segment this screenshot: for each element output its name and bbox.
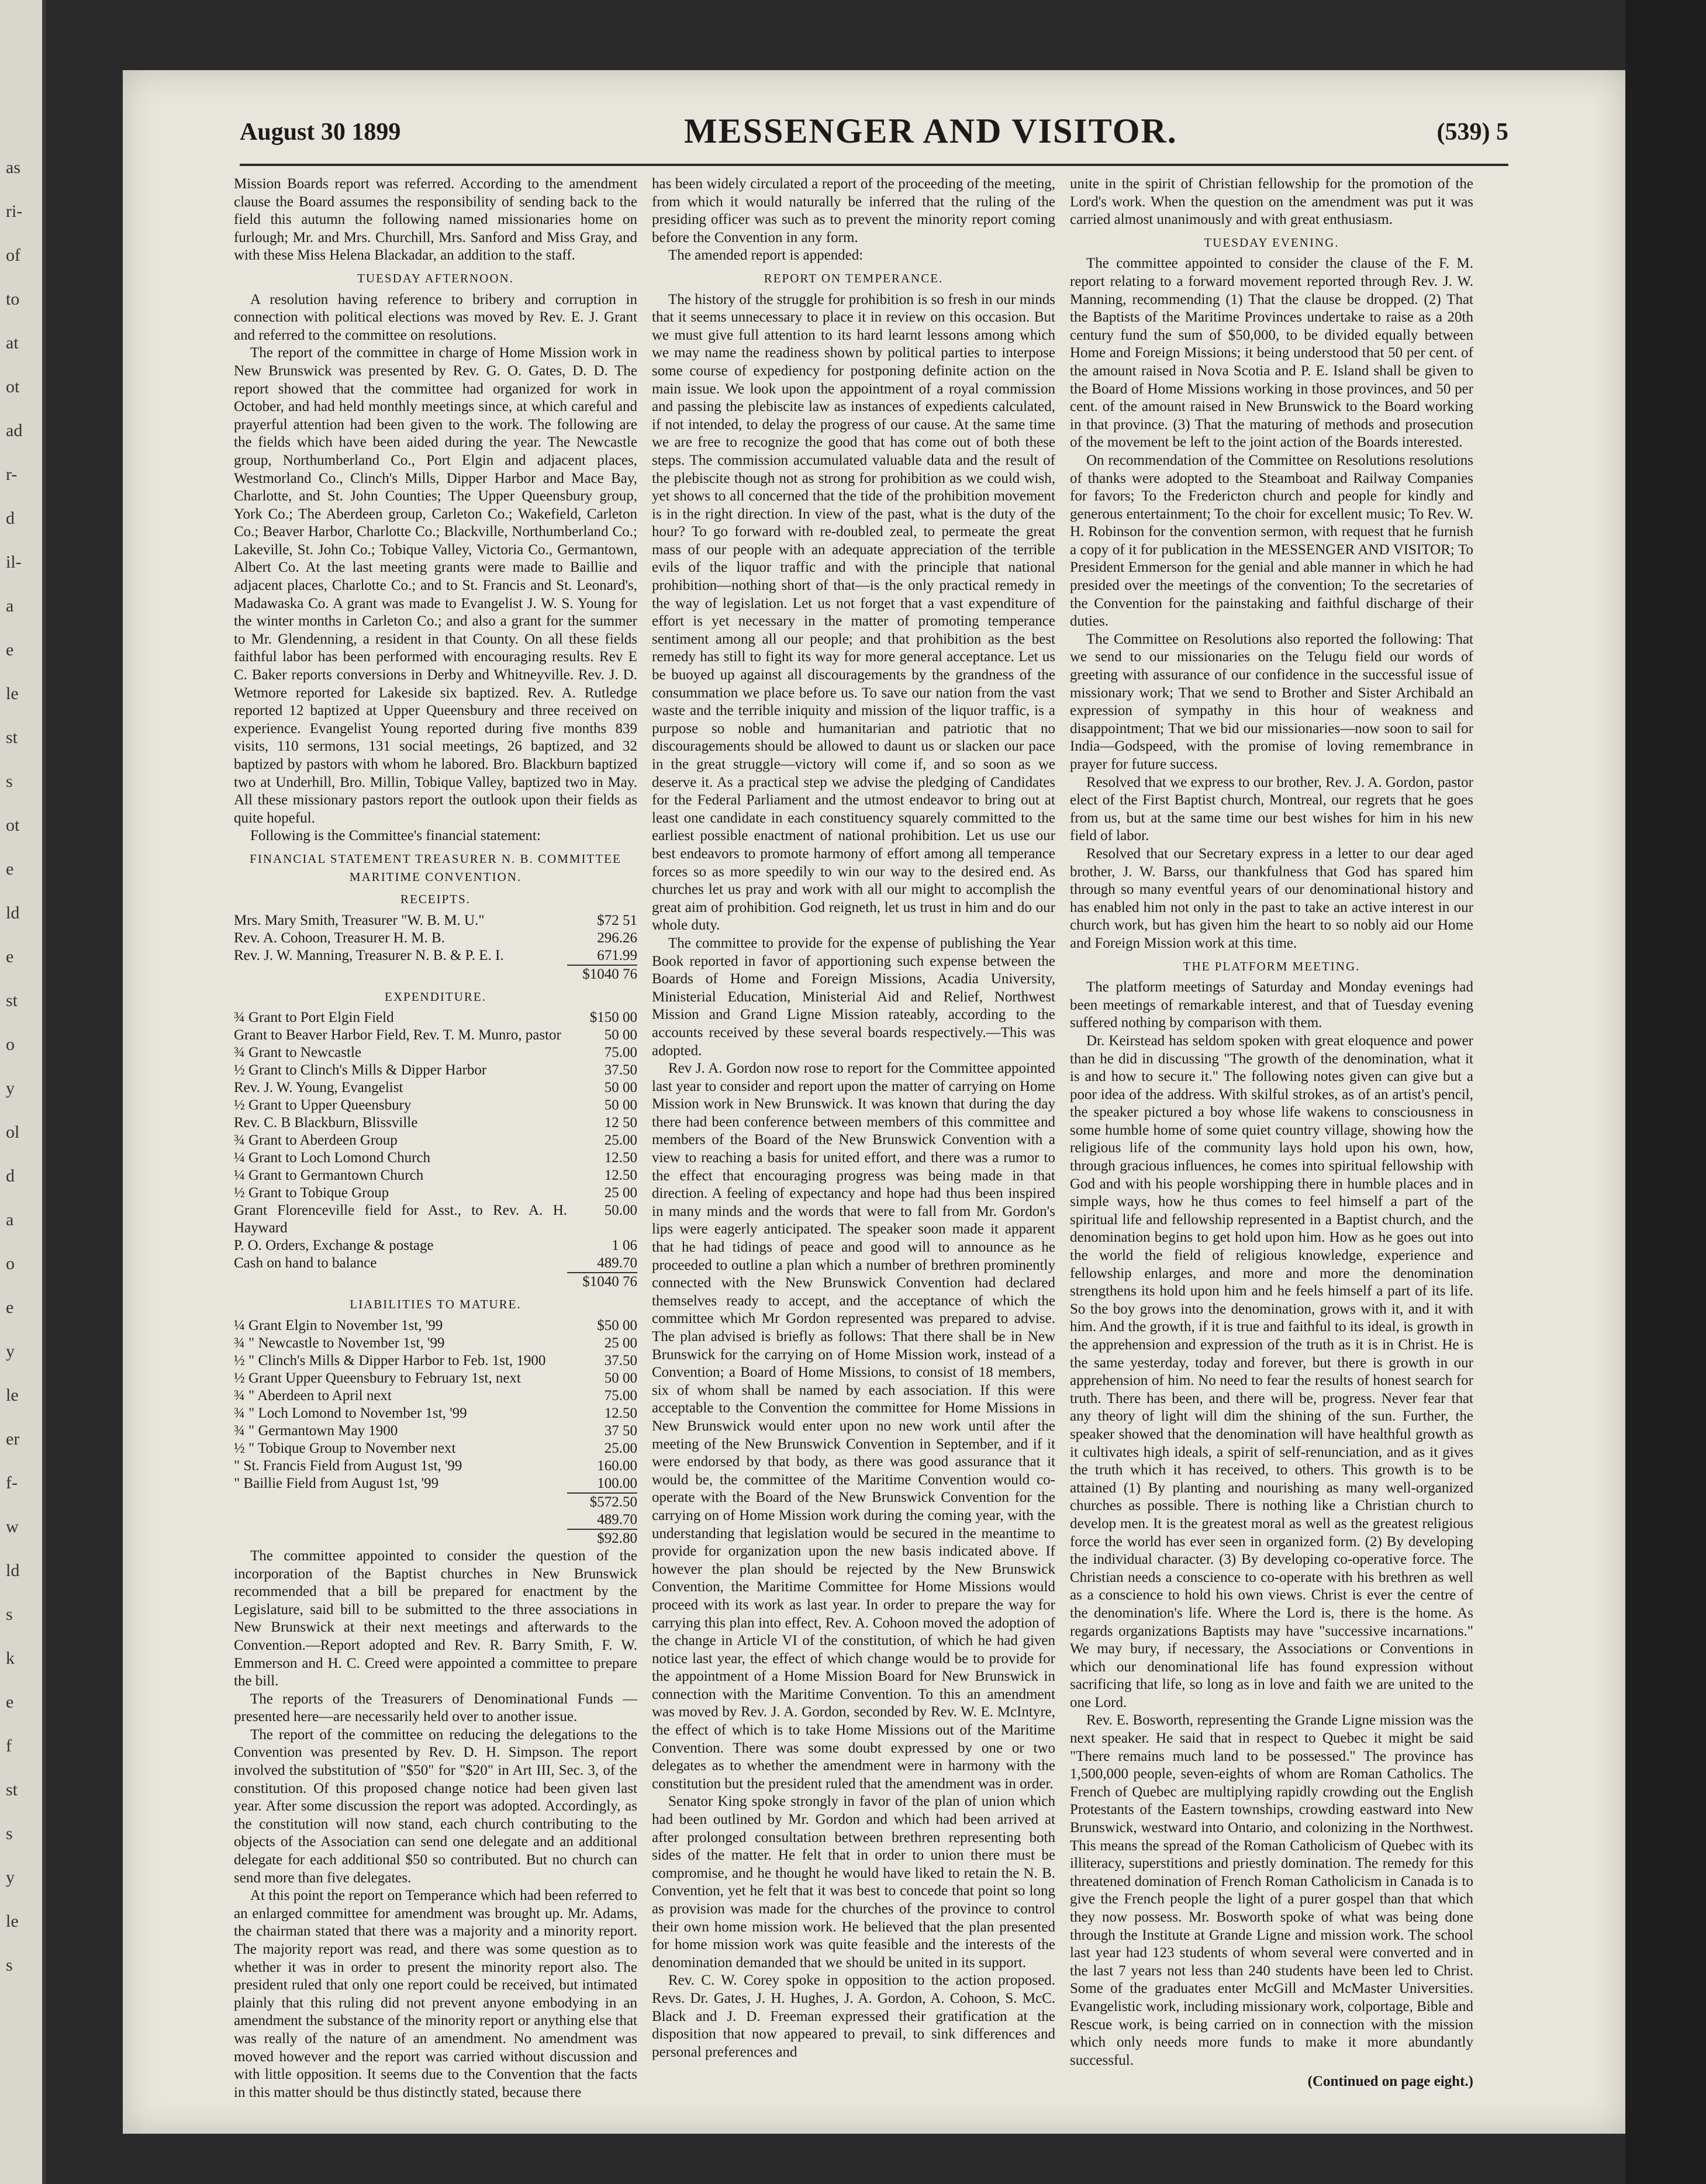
paragraph: unite in the spirit of Christian fellowship for the promotion of the Lord's work. When the question on the amendment was put it was carried almost unanimously and with great enthusiasm. — [1070, 176, 1473, 228]
gutter-fragment: at — [6, 333, 19, 353]
paragraph: The platform meetings of Saturday and Monday evenings had been meetings of remarkable interest, and that of Tuesday evening suffered nothing by comparison with them. — [1070, 979, 1473, 1031]
gutter-fragment: e — [6, 947, 14, 966]
issue-date: August 30 1899 — [240, 119, 401, 146]
paragraph: Resolved that we express to our brother, Rev. J. A. Gordon, pastor elect of the First Baptist church, Montreal, our regrets that he goes from us, but at the same time our best wishes for him in his new field of labor. — [1070, 774, 1473, 844]
paragraph: The report of the committee on reducing the delegations to the Convention was presented by Rev. D. H. Simpson. The report involved the substitution of "$50" for "$20" in Art III, Sec. 3, of the constitution. Of this proposed change notice had been given last year. After some discussion the report was adopted. Accordingly, as the constitution will now stand, each church contributing to the objects of the Association can send one delegate and an additional delegate for each additional $50 so contributed. But no church can send more than five delegates. — [234, 1726, 637, 1886]
gutter-fragment: r- — [6, 465, 18, 484]
section-heading: TUESDAY AFTERNOON. — [357, 271, 514, 285]
table-row: ¾ " Germantown May 1900 37 50 — [234, 1422, 637, 1439]
table-row: Rev. J. W. Young, Evangelist 50 00 — [234, 1080, 637, 1096]
gutter-fragment: w — [6, 1517, 19, 1536]
paragraph: Resolved that our Secretary express in a letter to our dear aged brother, J. W. Barss, our thankfulness that God has spared him through so many eventful years of our denominational history and has enabled him not only in the past to take an active interest in our church work, but has given him the heart to so nobly aid our Home and Foreign Mission work at this time. — [1070, 845, 1473, 951]
table-row: Rev. C. B Blackburn, Blissville 12 50 — [234, 1115, 637, 1131]
table-row: " Baillie Field from August 1st, '99 100.00 — [234, 1475, 637, 1491]
table-row: ½ Grant to Tobique Group 25 00 — [234, 1185, 637, 1201]
paragraph: The history of the struggle for prohibition is so fresh in our minds that it seems unnecessary to place it in review on this occasion. But we must give full attention to its hard learnt lessons among which we may name the readiness shown by political parties to interpose some course of expediency for postponing definite action on the main issue. We look upon the appointment of a royal commission and passing the plebiscite law as instances of expedients calculated, if not intended, to delay the progress of our cause. At the same time we are free to recognize the good that has come out of both these steps. The commission accumulated valuable data and the result of the plebiscite though not as strong for prohibition as we could wish, yet shows to all concerned that the tide of the prohibition movement is in the right direction. In view of the past, what is the duty of the hour? To go forward with re-doubled zeal, to permeate the great mass of our people with an adequate appreciation of the terrible evils of the liquor traffic and with the principle that national prohibition—nothing short of that—is the only practical remedy in the way of legislation. Let us not forget that a vast expenditure of effort is yet necessary in the matter of promoting temperance sentiment among all our people; and that prohibition as the best remedy has still to fight its way for more general acceptance. Let us be buoyed up against all discouragements by the grandness of the consummation we place before us. To save our nation from the vast waste and the terrible iniquity and mission of the liquor traffic, is a purpose so noble and humanitarian and patriotic that no discouragements should be allowed to daunt us or slacken our pace in the great struggle—victory will come if, and so soon as we deserve it. As a practical step we advise the pledging of Candidates for the Federal Parliament and the utmost endeavor to bring out at least one candidate in each constituency squarely committed to the earliest possible enactment of national prohibition. Let us use our best endeavors to promote harmony of effort among all temperance forces so as more speedily to win our way to the desired end. As churches let us pray and work with all our might to accomplish the great aim of prohibition. God reigneth, let us trust in him and do our whole duty. — [652, 291, 1055, 934]
gutter-fragment: to — [6, 289, 20, 309]
paragraph: Rev. C. W. Corey spoke in opposition to the action proposed. Revs. Dr. Gates, J. H. Hughes, J. A. Gordon, A. Cohoon, S. McC. Black and J. D. Freeman expressed their gratification at the disposition that now appeared to prevail, to sink differences and personal preferences and — [652, 1972, 1055, 2060]
gutter-fragment: y — [6, 1079, 15, 1098]
gutter-fragment: ld — [6, 1561, 20, 1580]
total-row: $1040 76 — [234, 965, 637, 983]
paragraph: The committee to provide for the expense of publishing the Year Book reported in favor of apportioning such expense between the Boards of Home and Foreign Missions, Acadia University, Ministerial Education, Ministerial Aid and Relief, Northwest Mission and Grand Ligne Mission rateably, according to the accounts received by these several boards respectively.—This was adopted. — [652, 935, 1055, 1059]
gutter-fragment: ol — [6, 1122, 20, 1142]
table-row: ¼ Grant to Germantown Church 12.50 — [234, 1167, 637, 1184]
paragraph: Mission Boards report was referred. According to the amendment clause the Board assumes the responsibility of sending back to the field this autumn the following named missionaries home on furlough; Mr. and Mrs. Churchill, Mrs. Sanford and Miss Gray, and with these Miss Helena Blackadar, an addition to the staff. — [234, 176, 637, 264]
gutter-fragment: as — [6, 158, 20, 177]
gutter-fragment: o — [6, 1035, 15, 1054]
gutter-fragment: er — [6, 1429, 20, 1449]
continuation-note: (Continued on page eight.) — [1307, 2074, 1473, 2090]
paragraph: The amended report is appended: — [668, 247, 864, 264]
liabilities-table — [234, 1317, 637, 1547]
paragraph: has been widely circulated a report of the proceeding of the meeting, from which it would naturally be inferred that the ruling of the presiding officer was such as to prevent the minority report coming before the Convention in any form. — [652, 176, 1055, 246]
column-2 — [652, 175, 1055, 2061]
table-row: Rev. J. W. Manning, Treasurer N. B. & P. E. I. 671.99 — [234, 947, 637, 963]
paragraph: Dr. Keirstead has seldom spoken with great eloquence and power than he did in discussing "The growth of the denomination, what it is and how to secure it." The following notes given can give but a poor idea of the address. With skilful strokes, as of an artist's pencil, the speaker pictured a boy whose life wakens to consciousness in some humble home of some quiet country village, showing how the religious life of the community lays hold upon his own, how, through gracious influences, he comes into spiritual fellowship with God and with his people worshipping there in humble places and in simple ways, how he thus comes to feel himself a part of the spiritual life and fellowship represented in a Baptist church, and the denomination begins to get hold upon him. How as he goes out into the world the field of religious knowledge, experience and fellowship enlarges, and more and more the denomination strengthens its hold upon him and he feels himself a part of its life. So the boy grows into the denomination, grows with it, and it with him. And the growth, if it is true and faithful to its ideal, is growth in the apprehension and expression of the truth as it is in Christ. He is the same yesterday, today and forever, but there is growth in our apprehension of him. No need to fear the results of honest search for truth. There has been, and there will be, progress. Never fear that any theory of light will dim the shining of the sun. Further, the speaker showed that the denomination will have healthful growth as it cultivates high ideals, a spirit of self-renunciation, and as it gives the truth which it has received, to others. This growth is to be attained (1) By planting and nourishing as many well-organized churches as possible. There is nothing like a Christian church to develop men. It is the greatest moral as well as the greatest religious force the world has ever seen in organized form. (2) By developing the individual character. (3) By developing co-operative force. The Christian needs a conscience to co-operate with his brethren as well as a conscience to hold his own views. Christ is ever the centre of the denomination's life. Where the Lord is, there is the home. As regards organizations Baptists may have "successive incarnations." We may bury, if necessary, the Associations or Conventions in which our denominational life has found expression without sacrificing that life, so long as in love and faith we are united to the one Lord. — [1070, 1032, 1473, 1710]
gutter-fragment: y — [6, 1868, 15, 1887]
gutter-fragment: s — [6, 772, 13, 791]
table-row: ¼ Grant to Loch Lomond Church 12.50 — [234, 1150, 637, 1166]
paragraph: Following is the Committee's financial statement: — [250, 828, 541, 844]
total-row: $572.50 — [234, 1493, 637, 1511]
page-number: (539) 5 — [1436, 119, 1508, 146]
table-row: Grant to Beaver Harbor Field, Rev. T. M. Munro, pastor 50 00 — [234, 1027, 637, 1043]
gutter-fragment: e — [6, 1692, 14, 1712]
paragraph: The reports of the Treasurers of Denominational Funds —presented here—are necessarily held over to another issue. — [234, 1691, 637, 1725]
table-row: ½ Grant Upper Queensbury to February 1st, next 50 00 — [234, 1370, 637, 1386]
section-heading: REPORT ON TEMPERANCE. — [764, 271, 944, 285]
paragraph: The report of the committee in charge of Home Mission work in New Brunswick was presented by Rev. G. O. Gates, D. D. The report showed that the committee had organized for work in October, and had held monthly meetings since, at which careful and prayerful attention had been given to the work. The following are the fields which have been aided during the year. The Newcastle group, Northumberland Co., Port Elgin and adjacent places, Westmorland Co., Clinch's Mills, Dipper Harbor and Mace Bay, Charlotte, and St. John Counties; The Upper Queensbury group, York Co.; The Aberdeen group, Carleton Co.; Wakefield, Carleton Co.; Beaver Harbor, Charlotte Co.; Blackville, Northumberland Co.; Lakeville, St. John Co.; Tobique Valley, Victoria Co., Germantown, Albert Co. At the last meeting grants were made to Baillie and adjacent places, Charlotte Co.; and to St. Francis and St. Leonard's, Madawaska Co. A grant was made to Evangelist J. W. S. Young for the winter months in Carleton Co.; and also a grant for the summer to Mr. Glendenning, a resident in that County. On all these fields faithful labor has been performed with encouraging results. Rev E C. Baker reports conversions in Derby and Whitneyville. Rev. J. D. Wetmore reported for Lakeside six baptized. Rev. A. Rutledge reported 12 baptized at Upper Queensbury and three received on experience. Evangelist Young reported during five months 839 visits, 110 sermons, 131 social meetings, 26 baptized, and 32 baptized by pastors with whom he labored. Bro. Blackburn baptized two at Underhill, Bro. Millin, Tobique Valley, baptized two in May. All these missionary pastors report the outlook upon their fields as quite hopeful. — [234, 345, 637, 826]
gutter-fragment: e — [6, 1298, 14, 1317]
gutter-fragment: a — [6, 1210, 14, 1229]
table-row: ¾ " Aberdeen to April next 75.00 — [234, 1387, 637, 1404]
table-row: ½ Grant to Clinch's Mills & Dipper Harbor 37.50 — [234, 1062, 637, 1079]
paragraph: On recommendation of the Committee on Resolutions resolutions of thanks were adopted to the Steamboat and Railway Companies for favors; To the Fredericton church and people for kindly and generous entertainment; To the choir for excellent music; To Rev. W. H. Robinson for the convention sermon, with request that he furnish a copy of it for publication in the MESSENGER AND VISITOR; To President Emmerson for the genial and able manner in which he had presided over the meetings of the convention; To the secretaries of the Convention for the painstaking and faithful discharge of their duties. — [1070, 452, 1473, 630]
column-1 — [234, 175, 637, 2102]
paragraph: Rev. E. Bosworth, representing the Grande Ligne mission was the next speaker. He said that in respect to Quebec it might be said "There remains much land to be possessed." The province has 1,500,000 people, seven-eights of whom are Roman Catholics. The French of Quebec are multiplying rapidly crowding out the English Protestants of the Eastern townships, crowding eastward into New Brunswick, westward into Ontario, and colonizing in the Northwest. This means the spread of the Roman Catholicism of Quebec with its illiteracy, superstitions and priestly domination. The remedy for this threatened domination of French Roman Catholicism in Canada is to give the French people the light of a purer gospel than that which they now possess. Mr. Bosworth spoke of what was being done through the Institute at Grande Ligne and mission work. The school last year had 123 students of whom several were converted and in the last 7 years not less than 240 students have been led to Christ. Some of the graduates enter McGill and McMaster Universities. Evangelistic work, including missionary work, colportage, Bible and Rescue work, is being carried on in connection with the mission which only needs more funds to make it more abundantly successful. — [1070, 1712, 1473, 2068]
paragraph: The committee appointed to consider the clause of the F. M. report relating to a forward movement reported through Rev. J. W. Manning, recommending (1) That the clause be dropped. (2) That the Baptists of the Maritime Provinces undertake to raise as a 20th century fund the sum of $50,000, to be divided equally between Home and Foreign Missions; it being understood that 50 per cent. of the amount raised in Nova Scotia and P. E. Island shall be given to the Board of Home Missions working in those provinces, and 50 per cent. of the amount raised in New Brunswick to the Board working in that province. (3) That the maturing of methods and prosecution of the movement be left to the joint action of the Boards interested. — [1070, 255, 1473, 451]
receipts-table — [234, 912, 637, 983]
newspaper-title: MESSENGER AND VISITOR. — [684, 112, 1177, 150]
expenditure-table — [234, 1009, 637, 1291]
paragraph: At this point the report on Temperance which had been referred to an enlarged committee for amendment was brought up. Mr. Adams, the chairman stated that there was a majority and a minority report. The majority report was read, and there was some question as to whether it was in order to present the minority report also. The president ruled that only one report could be received, but intimated plainly that this ruling did not prevent anyone embodying in an amendment the substance of the minority report or anything else that was really of the nature of an amendment. No amendment was moved however and the report was carried without discussion and with little opposition. It seems due to the Convention that the facts in this matter should be thus distinctly stated, because there — [234, 1888, 637, 2100]
gutter-fragment: s — [6, 1955, 13, 1975]
paragraph: Senator King spoke strongly in favor of the plan of union which had been outlined by Mr. Gordon and which had been arrived at after prolonged consultation between brethren representing both sides of the matter. He felt that in order to union there must be compromise, and he thought he would have liked to retain the N. B. Convention, yet he felt that it was best to concede that point so long as provision was made for the churches of the province to control their own home mission work. He believed that the plan presented for home mission work was quite feasible and the interests of the denomination demanded that we should be united in its support. — [652, 1793, 1055, 1971]
masthead-rule — [240, 164, 1508, 166]
table-row: ½ Grant to Upper Queensbury 50 00 — [234, 1097, 637, 1114]
gutter-fragment: le — [6, 1912, 19, 1931]
gutter-fragment: k — [6, 1649, 15, 1668]
table-row: ¾ Grant to Aberdeen Group 25.00 — [234, 1132, 637, 1149]
gutter-fragment: st — [6, 1780, 18, 1799]
gutter-fragment: s — [6, 1824, 13, 1843]
gutter-fragment: ld — [6, 903, 20, 922]
paragraph: The Committee on Resolutions also reported the following: That we send to our missionaries on the Telugu field our words of greeting with assurance of our confidence in the successful issue of missionary work; That we send to Brother and Sister Archibald an expression of sympathy in this hour of weakness and disappointment; That we bid our missionaries—now soon to sail for India—Godspeed, with the promise of loving remembrance in prayer for future success. — [1070, 631, 1473, 772]
total-row: $92.80 — [234, 1529, 637, 1547]
section-heading: TUESDAY EVENING. — [1204, 235, 1339, 250]
paragraph: Rev J. A. Gordon now rose to report for the Committee appointed last year to consider and report upon the matter of carrying on Home Mission work in New Brunswick. It was known that during the day there had been conference between members of this committee and members of the Board of the New Brunswick Convention with a view to reaching a basis for united effort, and there was a rumor to the effect that encouraging progress was being made in that direction. A feeling of expectancy and hope had thus been inspired in many minds and the words that were to fall from Mr. Gordon's lips were eagerly anticipated. The speaker soon made it apparent that he had tidings of peace and good will to announce as he proceeded to outline a plan which a number of brethren prominently connected with the New Brunswick Convention had declared themselves ready to accept, and the acceptance of which the committee which Mr Gordon represented was prepared to advise. The plan advised is briefly as follows: That there shall be in New Brunswick for the carrying on of Home Mission work, instead of a Convention; a Board of Home Missions, to consist of 18 members, six of whom shall be named by each association. If this were acceptable to the Convention the committee for Home Missions in New Brunswick would enter upon no new work until after the meeting of the New Brunswick Convention in September, and if it were endorsed by that body, as there was good assurance that it would be, the committee of the Maritime Convention would co-operate with the Board of the New Brunswick Convention for the carrying on of Home Mission work during the coming year, with the understanding that legislation would be secured in the meantime to provide for organization upon the new basis indicated above. If however the plan should be rejected by the New Brunswick Convention, the Maritime Committee for Home Missions would proceed with its work as last year. In order to prepare the way for carrying this plan into effect, Rev. A. Cohoon moved the adoption of the change in Article VI of the constitution, of which he had given notice last year, the effect of which change would be to provide for the appointment of a Home Mission Board for New Brunswick in connection with the Maritime Convention. To this an amendment was moved by Rev. J. A. Gordon, seconded by Rev. W. E. McIntyre, the effect of which is to take Home Missions out of the Maritime Convention. There was some doubt expressed by one or two delegates as to whether the amendment were in harmony with the constitution but the president ruled that the amendment was in order. — [652, 1060, 1055, 1792]
gutter-fragment: o — [6, 1254, 15, 1273]
table-row: Mrs. Mary Smith, Treasurer "W. B. M. U." $72 51 — [234, 912, 637, 928]
gutter-fragment: a — [6, 596, 14, 616]
gutter-fragment: d — [6, 509, 15, 528]
table-row: ¾ Grant to Newcastle 75.00 — [234, 1045, 637, 1061]
masthead — [240, 111, 1508, 158]
scan-border — [1625, 0, 1706, 2184]
gutter-fragment: il- — [6, 552, 22, 572]
table-row: 489.70 — [597, 1511, 637, 1528]
section-heading: LIABILITIES TO MATURE. — [350, 1297, 522, 1312]
column-3 — [1070, 175, 1473, 2091]
gutter-fragment: e — [6, 640, 14, 659]
table-row: ¾ " Newcastle to November 1st, '99 25 00 — [234, 1335, 637, 1351]
gutter-fragment: d — [6, 1166, 15, 1186]
gutter-fragment: f- — [6, 1473, 18, 1492]
table-row: ¾ Grant to Port Elgin Field $150 00 — [234, 1010, 637, 1026]
total-row: $1040 76 — [234, 1273, 637, 1291]
gutter-fragment: f — [6, 1736, 12, 1756]
table-row: ¼ Grant Elgin to November 1st, '99 $50 00 — [234, 1317, 637, 1333]
table-row: ¾ " Loch Lomond to November 1st, '99 12.50 — [234, 1405, 637, 1421]
gutter-fragment: ot — [6, 377, 20, 396]
gutter-fragment: e — [6, 859, 14, 879]
section-heading: RECEIPTS. — [400, 892, 471, 907]
section-heading: THE PLATFORM MEETING. — [1183, 959, 1360, 973]
paragraph: A resolution having reference to bribery and corruption in connection with political elections was moved by Rev. E. J. Grant and referred to the committee on resolutions. — [234, 291, 637, 343]
gutter-fragment: st — [6, 991, 18, 1010]
gutter-fragment: ri- — [6, 202, 23, 221]
gutter-fragment: le — [6, 684, 19, 703]
gutter-fragment: ot — [6, 815, 20, 835]
newspaper-page — [123, 70, 1625, 2134]
gutter-fragment: le — [6, 1385, 19, 1405]
table-row: Grant Florenceville field for Asst., to Rev. A. H. Hayward 50.00 — [234, 1202, 637, 1236]
table-row: ½ " Tobique Group to November next 25.00 — [234, 1440, 637, 1456]
table-row: Cash on hand to balance 489.70 — [234, 1255, 637, 1271]
gutter-fragment: y — [6, 1342, 15, 1361]
gutter-fragment: s — [6, 1605, 13, 1624]
paragraph: The committee appointed to consider the question of the incorporation of the Baptist churches in New Brunswick recommended that a bill be prepared for enactment by the Legislature, said bill to be submitted to the three associations in New Brunswick at their next meetings and afterwards to the Convention.—Report adopted and Rev. R. Barry Smith, F. W. Emmerson and H. C. Creed were appointed a committee to prepare the bill. — [234, 1547, 637, 1689]
table-row: Rev. A. Cohoon, Treasurer H. M. B. 296.26 — [234, 929, 637, 946]
table-row: " St. Francis Field from August 1st, '99 160.00 — [234, 1457, 637, 1474]
gutter-fragment: ad — [6, 421, 23, 440]
table-row: ½ " Clinch's Mills & Dipper Harbor to Feb. 1st, 1900 37.50 — [234, 1352, 637, 1369]
gutter-fragment: of — [6, 246, 20, 265]
gutter-fragment: st — [6, 728, 18, 747]
section-heading: FINANCIAL STATEMENT TREASURER N. B. COMMITTEE MARITIME CONVENTION. — [250, 851, 621, 884]
previous-page-edge — [0, 0, 46, 2184]
table-row: P. O. Orders, Exchange & postage 1 06 — [234, 1238, 637, 1254]
section-heading: EXPENDITURE. — [385, 989, 486, 1004]
